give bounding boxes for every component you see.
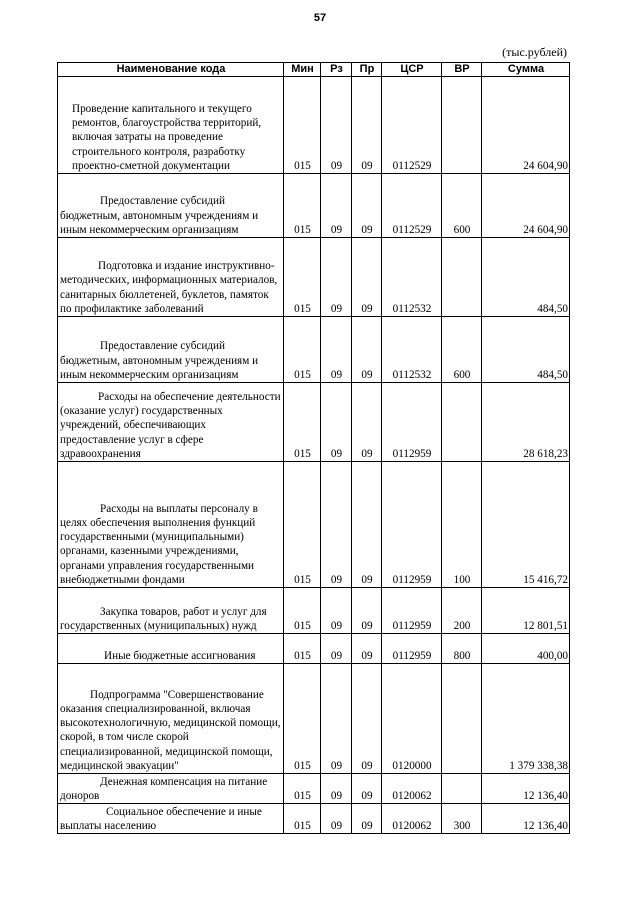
row-sum: 12 136,40 [482, 774, 570, 804]
row-pr: 09 [352, 462, 382, 588]
row-pr: 09 [352, 588, 382, 634]
row-rz: 09 [321, 77, 352, 174]
row-rz: 09 [321, 804, 352, 834]
row-sum: 400,00 [482, 634, 570, 664]
row-min: 015 [284, 588, 321, 634]
row-csr: 0112529 [382, 174, 442, 238]
table-row [58, 804, 570, 834]
row-vr: 600 [442, 174, 482, 238]
row-pr: 09 [352, 174, 382, 238]
table-row [58, 238, 570, 317]
row-rz: 09 [321, 588, 352, 634]
row-rz: 09 [321, 383, 352, 462]
row-vr [442, 664, 482, 774]
row-csr: 0112532 [382, 317, 442, 383]
table-row [58, 774, 570, 804]
row-min: 015 [284, 77, 321, 174]
row-sum: 24 604,90 [482, 174, 570, 238]
header-rz: Рз [321, 63, 352, 77]
row-name: Закупка товаров, работ и услуг для государственных (муниципальных) нужд [58, 588, 284, 634]
row-csr: 0112532 [382, 238, 442, 317]
row-sum: 28 618,23 [482, 383, 570, 462]
table-row [58, 664, 570, 774]
row-min: 015 [284, 774, 321, 804]
table-row [58, 174, 570, 238]
row-min: 015 [284, 238, 321, 317]
row-pr: 09 [352, 634, 382, 664]
row-rz: 09 [321, 317, 352, 383]
row-sum: 12 136,40 [482, 804, 570, 834]
row-pr: 09 [352, 383, 382, 462]
table-row [58, 383, 570, 462]
header-vr: ВР [442, 63, 482, 77]
row-name: Проведение капитального и текущего ремонтов, благоустройства территорий, включая затраты на проведение строительного контроля, разработку проектно-сметной документации [58, 77, 284, 174]
row-csr: 0112529 [382, 77, 442, 174]
row-min: 015 [284, 634, 321, 664]
row-name: Подпрограмма "Совершенствование оказания специализированной, включая высокотехнологичную, медицинской помощи, скорой, в том числе скорой специализированной, медицинской помощи, медицинской эвакуации" [58, 664, 284, 774]
row-name: Денежная компенсация на питание доноров [58, 774, 284, 804]
row-min: 015 [284, 317, 321, 383]
row-vr: 100 [442, 462, 482, 588]
row-rz: 09 [321, 634, 352, 664]
row-min: 015 [284, 462, 321, 588]
row-pr: 09 [352, 238, 382, 317]
header-csr: ЦСР [382, 63, 442, 77]
row-csr: 0120062 [382, 774, 442, 804]
row-sum: 484,50 [482, 238, 570, 317]
row-pr: 09 [352, 77, 382, 174]
header-name: Наименование кода [58, 63, 284, 77]
row-vr [442, 774, 482, 804]
row-name: Предоставление субсидий бюджетным, автономным учреждениям и иным некоммерческим организациям [58, 174, 284, 238]
row-csr: 0112959 [382, 383, 442, 462]
row-min: 015 [284, 804, 321, 834]
row-name: Иные бюджетные ассигнования [58, 634, 284, 664]
row-name: Расходы на выплаты персоналу в целях обеспечения выполнения функций государственными (муниципальными) органами, казенными учреждениями, органами управления государственными внебюджетными фондами [58, 462, 284, 588]
table-row [58, 77, 570, 174]
table-row [58, 634, 570, 664]
row-csr: 0112959 [382, 588, 442, 634]
table-row [58, 588, 570, 634]
row-csr: 0120000 [382, 664, 442, 774]
row-sum: 24 604,90 [482, 77, 570, 174]
row-rz: 09 [321, 238, 352, 317]
row-rz: 09 [321, 774, 352, 804]
row-sum: 12 801,51 [482, 588, 570, 634]
row-min: 015 [284, 383, 321, 462]
header-min: Мин [284, 63, 321, 77]
budget-table [57, 62, 570, 834]
row-vr: 200 [442, 588, 482, 634]
row-min: 015 [284, 664, 321, 774]
row-vr: 300 [442, 804, 482, 834]
row-vr: 800 [442, 634, 482, 664]
row-pr: 09 [352, 804, 382, 834]
row-rz: 09 [321, 462, 352, 588]
row-sum: 1 379 338,38 [482, 664, 570, 774]
row-rz: 09 [321, 174, 352, 238]
row-name: Предоставление субсидий бюджетным, автономным учреждениям и иным некоммерческим организациям [58, 317, 284, 383]
units-label: (тыс.рублей) [502, 45, 567, 59]
row-pr: 09 [352, 774, 382, 804]
row-vr [442, 383, 482, 462]
table-header-row [58, 63, 570, 77]
row-name: Социальное обеспечение и иные выплаты населению [58, 804, 284, 834]
row-sum: 484,50 [482, 317, 570, 383]
row-pr: 09 [352, 664, 382, 774]
row-pr: 09 [352, 317, 382, 383]
row-vr [442, 77, 482, 174]
row-min: 015 [284, 174, 321, 238]
header-sum: Сумма [482, 63, 570, 77]
row-name: Расходы на обеспечение деятельности (оказание услуг) государственных учреждений, обеспечивающих предоставление услуг в сфере здравоохранения [58, 383, 284, 462]
table-row [58, 317, 570, 383]
header-pr: Пр [352, 63, 382, 77]
page-number: 57 [313, 12, 327, 24]
table-row [58, 462, 570, 588]
row-csr: 0120062 [382, 804, 442, 834]
row-csr: 0112959 [382, 462, 442, 588]
row-vr [442, 238, 482, 317]
row-name: Подготовка и издание инструктивно-методических, информационных материалов, санитарных бюллетеней, буклетов, памяток по профилактике заболеваний [58, 238, 284, 317]
row-sum: 15 416,72 [482, 462, 570, 588]
row-vr: 600 [442, 317, 482, 383]
row-csr: 0112959 [382, 634, 442, 664]
row-rz: 09 [321, 664, 352, 774]
